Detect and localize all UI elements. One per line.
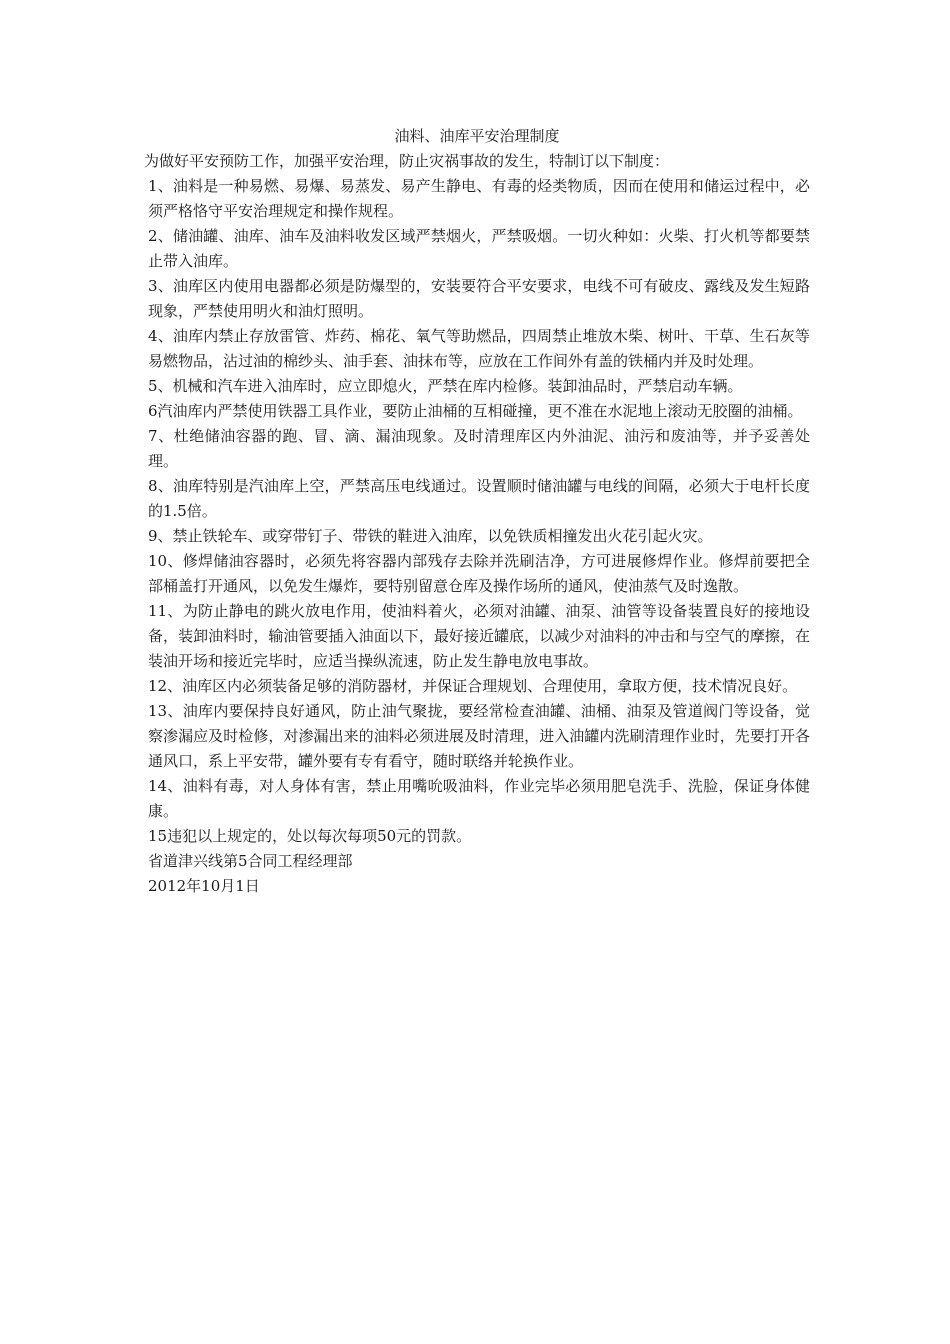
rule-item-10: 10、修焊储油容器时，必须先将容器内部残存去除并洗刷洁净，方可进展修焊作业。修焊前要把全部桶盖打开通风，以免发生爆炸，要特别留意仓库及操作场所的通风，使油蒸气及时逸散。 <box>148 552 810 595</box>
document-page <box>144 124 810 899</box>
rule-item-14: 14、油料有毒，对人身体有害，禁止用嘴吮吸油料，作业完毕必须用肥皂洗手、洗脸，保证身体健康。 <box>148 777 810 820</box>
document-title: 油料、油库平安治理制度 <box>394 127 560 145</box>
intro-paragraph: 为做好平安预防工作，加强平安治理，防止灾祸事故的发生，特制订以下制度： <box>144 152 670 170</box>
rule-item-11: 11、为防止静电的跳火放电作用，使油料着火，必须对油罐、油泵、油管等设备装置良好的接地设备，装卸油料时，输油管要插入油面以下，最好接近罐底，以减少对油料的冲击和与空气的摩擦，在装油开场和接近完毕时，应适当操纵流速，防止发生静电放电事故。 <box>148 602 810 670</box>
rule-item-6: 6汽油库内严禁使用铁器工具作业，要防止油桶的互相碰撞，更不准在水泥地上滚动无胶圈的油桶。 <box>148 402 803 420</box>
rule-item-1: 1、油料是一种易燃、易爆、易蒸发、易产生静电、有毒的烃类物质，因而在使用和储运过程中，必须严格恪守平安治理规定和操作规程。 <box>148 177 810 220</box>
signature-line: 省道津兴线第5合同工程经理部 <box>148 852 353 870</box>
rule-item-3: 3、油库区内使用电器都必须是防爆型的，安装要符合平安要求，电线不可有破皮、露线及发生短路现象，严禁使用明火和油灯照明。 <box>148 277 810 320</box>
rule-item-5: 5、机械和汽车进入油库时，应立即熄火，严禁在库内检修。装卸油品时，严禁启动车辆。 <box>148 377 743 395</box>
rule-item-7: 7、杜绝储油容器的跑、冒、滴、漏油现象。及时清理库区内外油泥、油污和废油等，并予妥善处理。 <box>148 427 810 470</box>
date-line: 2012年10月1日 <box>148 877 260 895</box>
rule-item-4: 4、油库内禁止存放雷管、炸药、棉花、氧气等助燃品，四周禁止堆放木柴、树叶、干草、生石灰等易燃物品，沾过油的棉纱头、油手套、油抹布等，应放在工作间外有盖的铁桶内并及时处理。 <box>148 327 810 370</box>
rule-item-8: 8、油库特别是汽油库上空，严禁高压电线通过。设置顺时储油罐与电线的间隔，必须大于电杆长度的1.5倍。 <box>148 477 810 520</box>
rule-item-13: 13、油库内要保持良好通风，防止油气聚拢，要经常检查油罐、油桶、油泵及管道阀门等设备，觉察渗漏应及时检修，对渗漏出来的油料必须进展及时清理，进入油罐内洗刷清理作业时，先要打开各通风口，系上平安带，罐外要有专有看守，随时联络并轮换作业。 <box>148 702 810 770</box>
rule-item-9: 9、禁止铁轮车、或穿带钉子、带铁的鞋进入油库，以免铁质相撞发出火花引起火灾。 <box>148 527 713 545</box>
rule-item-15: 15违犯以上规定的，处以每次每项50元的罚款。 <box>148 827 472 845</box>
rule-item-12: 12、油库区内必须装备足够的消防器材，并保证合理规划、合理使用，拿取方便，技术情况良好。 <box>148 677 798 695</box>
rule-item-2: 2、储油罐、油库、油车及油料收发区域严禁烟火，严禁吸烟。一切火种如：火柴、打火机等都要禁止带入油库。 <box>148 227 810 270</box>
